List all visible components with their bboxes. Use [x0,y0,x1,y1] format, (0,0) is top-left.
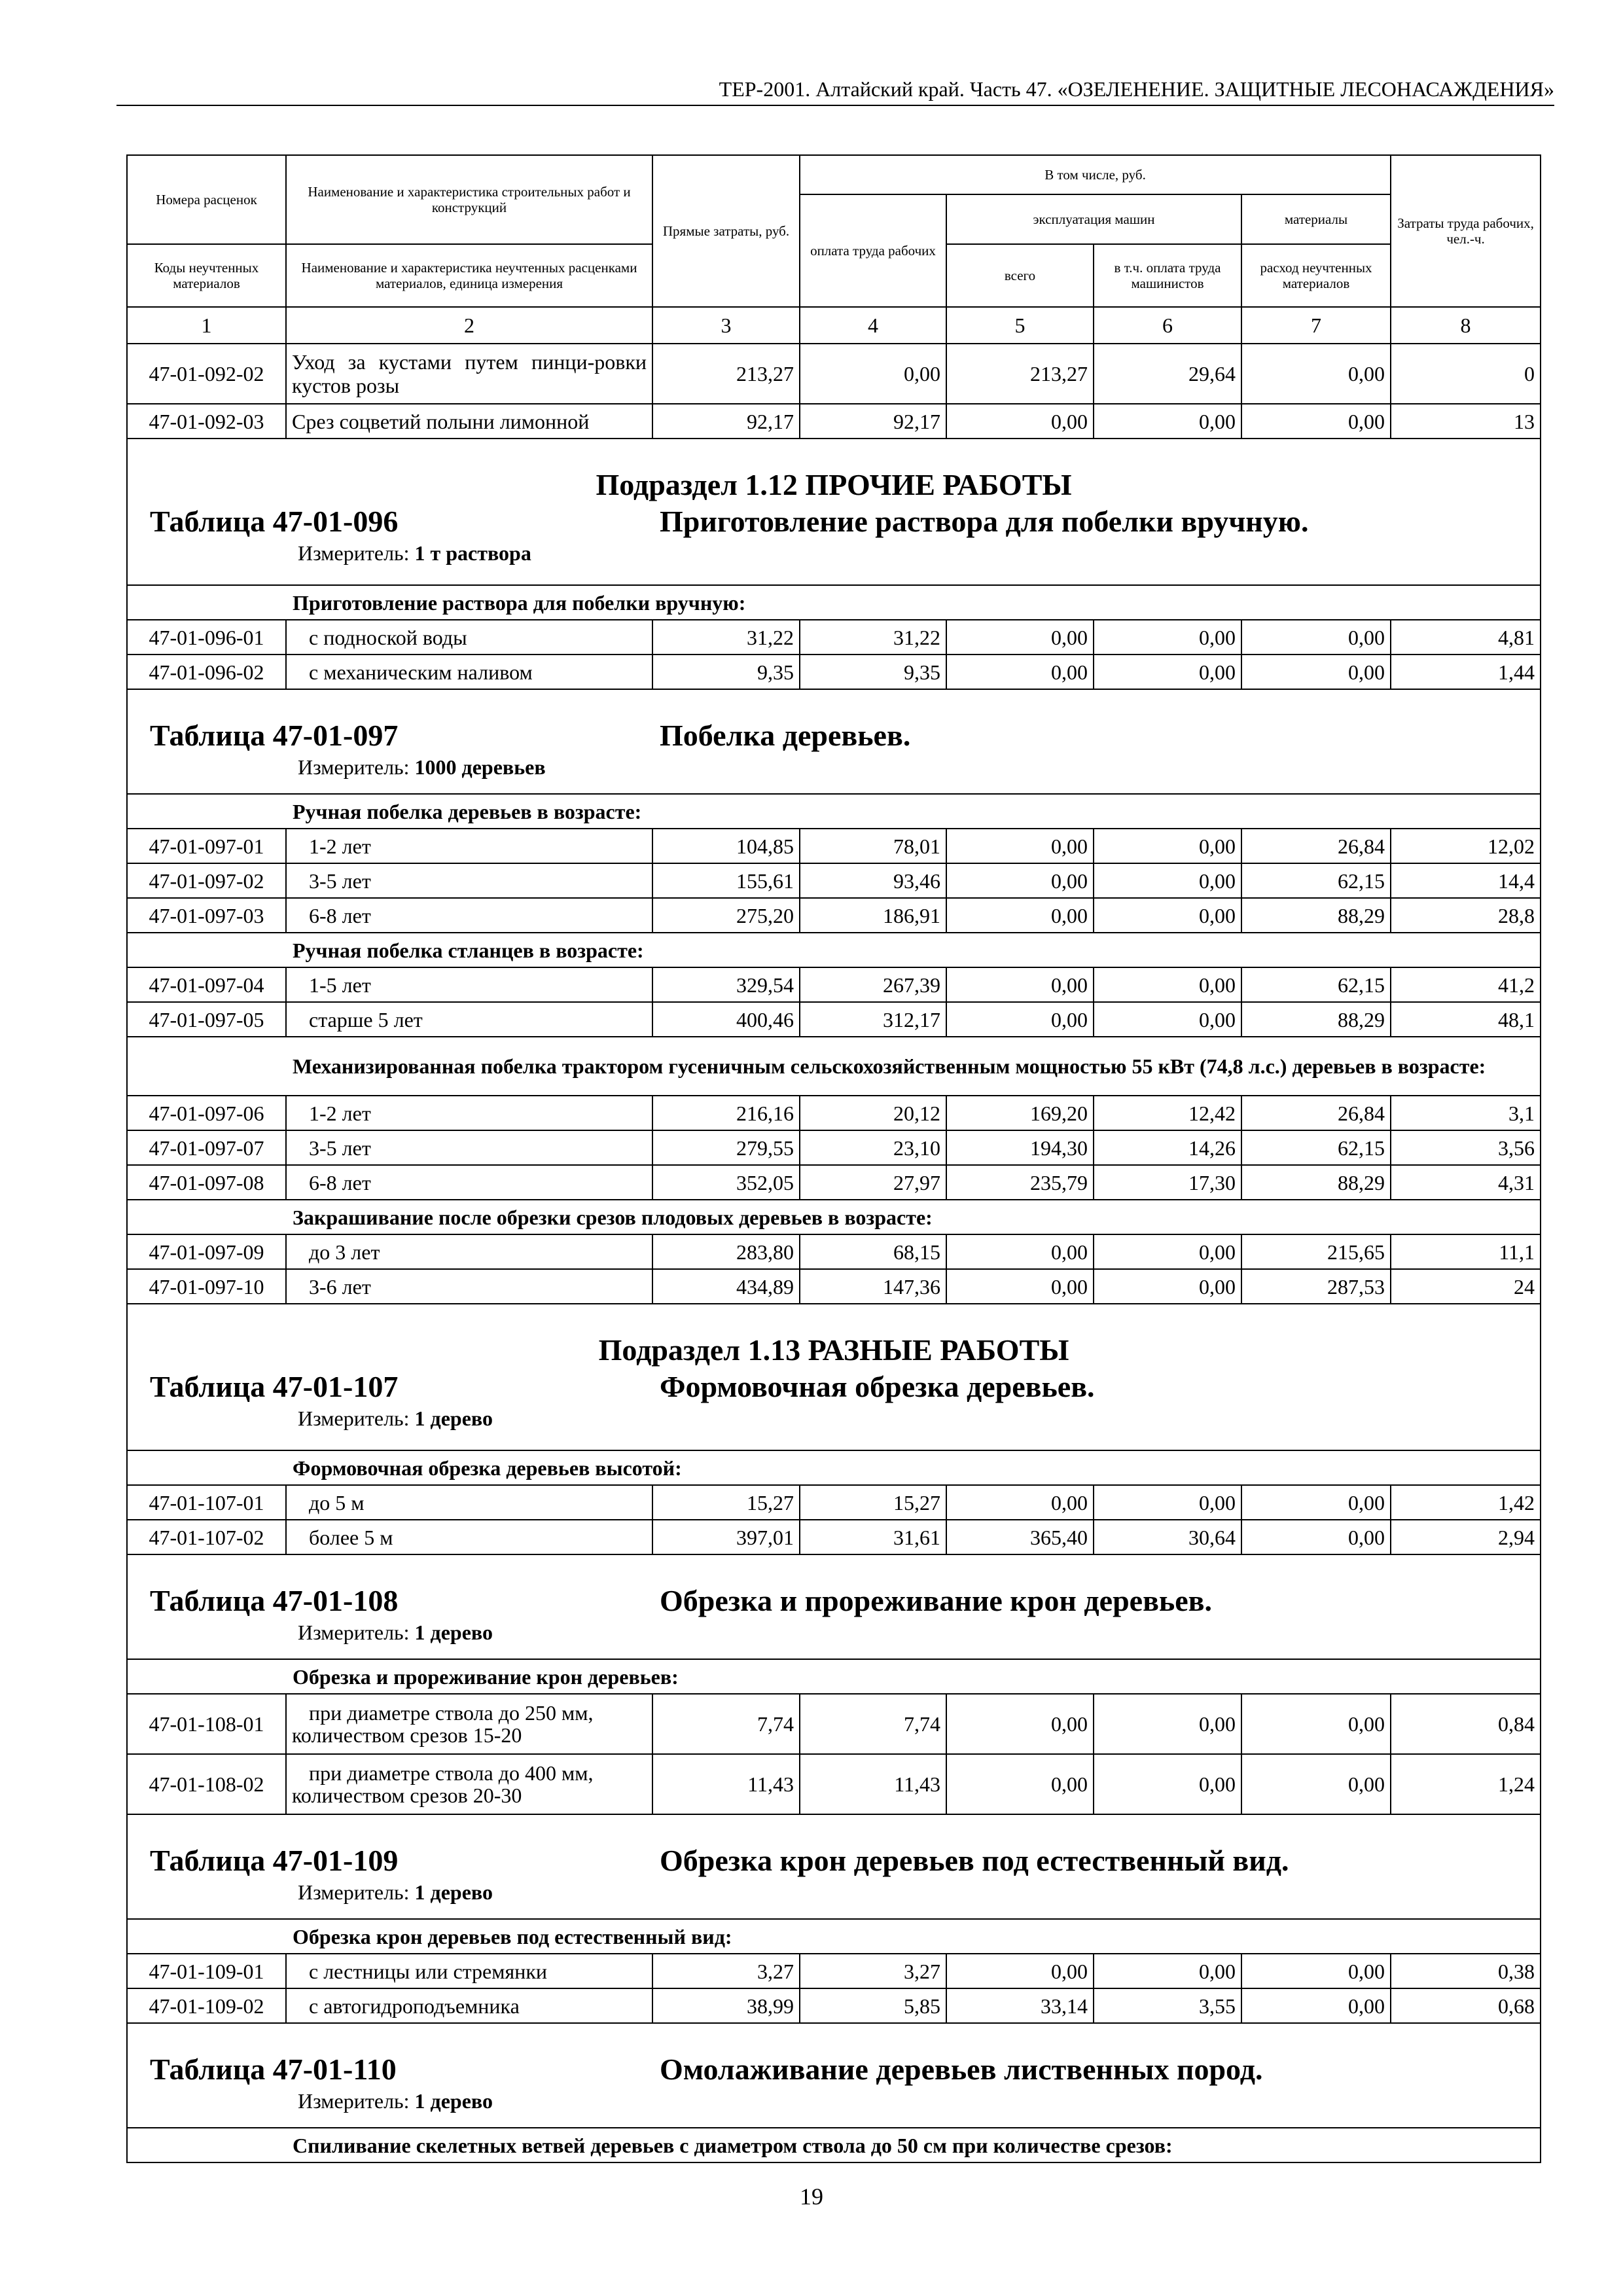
rate-name: 3-5 лет [286,863,652,898]
labor-pay: 5,85 [800,1988,946,2023]
table-title-line [133,1369,1535,1405]
rate-row [127,1520,1541,1554]
rate-name: старше 5 лет [286,1002,652,1037]
table-section [127,439,1541,585]
rate-name: 6-8 лет [286,898,652,933]
header-rule [116,105,1554,106]
materials-cost: 0,00 [1241,620,1391,655]
unit-value: 1 т раствора [414,541,531,565]
unit-value: 1 дерево [414,1880,493,1904]
machinist-pay: 0,00 [1094,1954,1241,1988]
direct-cost: 329,54 [652,967,800,1002]
direct-cost: 434,89 [652,1269,800,1304]
rate-code: 47-01-097-07 [127,1130,286,1165]
labor-pay: 31,61 [800,1520,946,1554]
table-title-line [133,717,1535,754]
labor-pay: 20,12 [800,1096,946,1130]
table-number: Таблица 47-01-108 [150,1584,399,1617]
machinist-pay: 0,00 [1094,620,1241,655]
header-col1-bottom: Коды неучтенных материалов [127,244,286,307]
direct-cost: 11,43 [652,1754,800,1814]
group-header-row [127,1919,1541,1954]
rate-code: 47-01-097-09 [127,1234,286,1269]
table-section-header [127,439,1541,585]
rate-name: с подноской воды [286,620,652,655]
column-number: 5 [946,307,1094,344]
materials-cost: 88,29 [1241,1002,1391,1037]
header-materials: материалы [1241,194,1391,244]
header-col2-top: Наименование и характеристика строительных работ и конструкций [286,155,652,244]
labor-hours: 2,94 [1391,1520,1541,1554]
machinist-pay: 0,00 [1094,967,1241,1002]
labor-pay: 23,10 [800,1130,946,1165]
table-number: Таблица 47-01-097 [150,719,399,752]
page-number: 19 [800,2183,823,2210]
direct-cost: 279,55 [652,1130,800,1165]
machinist-pay: 30,64 [1094,1520,1241,1554]
materials-cost: 0,00 [1241,1754,1391,1814]
labor-hours: 1,44 [1391,655,1541,689]
machines-total: 0,00 [946,655,1094,689]
machinist-pay: 14,26 [1094,1130,1241,1165]
header-col2-bottom: Наименование и характеристика неучтенных расценками материалов, единица измерения [286,244,652,307]
rate-name: 6-8 лет [286,1165,652,1200]
table-section-header [127,1814,1541,1919]
machines-total: 194,30 [946,1130,1094,1165]
table-title-line [133,1842,1535,1879]
header-machines: эксплуатация машин [946,194,1241,244]
group-label: Ручная побелка деревьев в возрасте: [127,794,1541,829]
rate-name: 1-2 лет [286,829,652,863]
rate-code: 47-01-107-01 [127,1485,286,1520]
rate-code: 47-01-097-01 [127,829,286,863]
materials-cost: 62,15 [1241,1130,1391,1165]
table-title: Побелка деревьев. [660,719,911,752]
rate-row [127,1165,1541,1200]
column-number: 7 [1241,307,1391,344]
table-section-header [127,689,1541,794]
labor-hours: 24 [1391,1269,1541,1304]
machines-total: 0,00 [946,1694,1094,1754]
materials-cost: 0,00 [1241,1485,1391,1520]
labor-pay: 7,74 [800,1694,946,1754]
rate-code: 47-01-097-10 [127,1269,286,1304]
header-col8: Затраты труда рабочих, чел.-ч. [1391,155,1541,307]
machinist-pay: 0,00 [1094,1234,1241,1269]
machines-total: 0,00 [946,863,1094,898]
table-title-line [133,2051,1535,2088]
table-section [127,1814,1541,1919]
direct-cost: 275,20 [652,898,800,933]
machines-total: 0,00 [946,1002,1094,1037]
machinist-pay: 3,55 [1094,1988,1241,2023]
machines-total: 0,00 [946,1954,1094,1988]
rate-code: 47-01-096-01 [127,620,286,655]
rates-table [126,154,1541,2163]
direct-cost: 9,35 [652,655,800,689]
direct-cost: 213,27 [652,344,800,404]
labor-pay: 3,27 [800,1954,946,1988]
materials-cost: 215,65 [1241,1234,1391,1269]
machines-total: 235,79 [946,1165,1094,1200]
unit-label: Измеритель: [298,541,410,565]
rate-name: при диаметре ствола до 400 мм, количеством срезов 20-30 [286,1754,652,1814]
labor-pay: 0,00 [800,344,946,404]
rate-code: 47-01-097-06 [127,1096,286,1130]
table-section-header [127,2023,1541,2128]
rate-code: 47-01-096-02 [127,655,286,689]
machines-total: 0,00 [946,898,1094,933]
table-number: Таблица 47-01-107 [150,1370,399,1403]
header-col4: оплата труда рабочих [800,194,946,307]
materials-cost: 0,00 [1241,1520,1391,1554]
machinist-pay: 0,00 [1094,1754,1241,1814]
header-row-1 [127,155,1541,194]
rate-row [127,1234,1541,1269]
unit-line [133,1405,1535,1431]
labor-hours: 3,56 [1391,1130,1541,1165]
machinist-pay: 0,00 [1094,898,1241,933]
rate-code: 47-01-108-01 [127,1694,286,1754]
rate-name: с механическим наливом [286,655,652,689]
header-col1-top: Номера расценок [127,155,286,244]
materials-cost: 26,84 [1241,1096,1391,1130]
labor-hours: 4,81 [1391,620,1541,655]
group-header-row [127,1450,1541,1485]
unit-label: Измеритель: [298,755,410,779]
labor-pay: 15,27 [800,1485,946,1520]
rate-code: 47-01-097-02 [127,863,286,898]
direct-cost: 397,01 [652,1520,800,1554]
labor-pay: 11,43 [800,1754,946,1814]
labor-hours: 0,68 [1391,1988,1541,2023]
unit-line [133,1879,1535,1905]
rate-row [127,1988,1541,2023]
machines-total: 33,14 [946,1988,1094,2023]
unit-label: Измеритель: [298,2089,410,2113]
rate-code: 47-01-092-03 [127,404,286,439]
subsection-title: Подраздел 1.12 ПРОЧИЕ РАБОТЫ [596,468,1072,501]
header-including: В том числе, руб. [800,155,1391,194]
header-col6: в т.ч. оплата труда машинистов [1094,244,1241,307]
header-col5: всего [946,244,1094,307]
group-header-row [127,1200,1541,1234]
rate-name: 1-2 лет [286,1096,652,1130]
labor-pay: 27,97 [800,1165,946,1200]
rate-code: 47-01-109-02 [127,1988,286,2023]
rate-row [127,1269,1541,1304]
subsection-title: Подраздел 1.13 РАЗНЫЕ РАБОТЫ [598,1333,1069,1367]
group-header-row [127,794,1541,829]
direct-cost: 92,17 [652,404,800,439]
rate-row [127,655,1541,689]
column-number: 4 [800,307,946,344]
group-label: Приготовление раствора для побелки вручную: [127,585,1541,620]
machines-total: 0,00 [946,1269,1094,1304]
header-col3: Прямые затраты, руб. [652,155,800,307]
labor-pay: 78,01 [800,829,946,863]
rate-row [127,1694,1541,1754]
machinist-pay: 29,64 [1094,344,1241,404]
table-number: Таблица 47-01-110 [150,2053,397,2086]
labor-pay: 31,22 [800,620,946,655]
labor-pay: 147,36 [800,1269,946,1304]
column-number: 2 [286,307,652,344]
column-number: 8 [1391,307,1541,344]
direct-cost: 3,27 [652,1954,800,1988]
rate-name: 3-6 лет [286,1269,652,1304]
direct-cost: 104,85 [652,829,800,863]
group-header-row [127,585,1541,620]
rate-name: при диаметре ствола до 250 мм, количеством срезов 15-20 [286,1694,652,1754]
rate-code: 47-01-097-05 [127,1002,286,1037]
rate-row [127,404,1541,439]
labor-pay: 9,35 [800,655,946,689]
machinist-pay: 0,00 [1094,655,1241,689]
machinist-pay: 0,00 [1094,1269,1241,1304]
column-numbers-row [127,307,1541,344]
materials-cost: 62,15 [1241,967,1391,1002]
unit-label: Измеритель: [298,1880,410,1904]
machines-total: 0,00 [946,1754,1094,1814]
labor-pay: 312,17 [800,1002,946,1037]
direct-cost: 283,80 [652,1234,800,1269]
rate-name: до 3 лет [286,1234,652,1269]
labor-pay: 93,46 [800,863,946,898]
machines-total: 0,00 [946,620,1094,655]
table-section [127,1304,1541,1450]
unit-label: Измеритель: [298,1621,410,1644]
machines-total: 365,40 [946,1520,1094,1554]
rate-name: Срез соцветий полыни лимонной [286,404,652,439]
labor-hours: 11,1 [1391,1234,1541,1269]
machines-total: 0,00 [946,1234,1094,1269]
rate-row [127,1130,1541,1165]
labor-hours: 48,1 [1391,1002,1541,1037]
rate-row [127,1754,1541,1814]
rate-name: более 5 м [286,1520,652,1554]
group-header-row [127,1659,1541,1694]
table-section [127,1554,1541,1659]
rate-row [127,829,1541,863]
labor-hours: 41,2 [1391,967,1541,1002]
table-section-header [127,1304,1541,1450]
rate-code: 47-01-108-02 [127,1754,286,1814]
table-number: Таблица 47-01-109 [150,1844,399,1877]
running-header: ТЕР-2001. Алтайский край. Часть 47. «ОЗЕЛЕНЕНИЕ. ЗАЩИТНЫЕ ЛЕСОНАСАЖДЕНИЯ» [719,77,1554,101]
rate-row [127,344,1541,404]
rate-code: 47-01-109-01 [127,1954,286,1988]
unit-label: Измеритель: [298,1407,410,1430]
machines-total: 0,00 [946,404,1094,439]
table-section [127,689,1541,794]
rate-row [127,1002,1541,1037]
column-number: 3 [652,307,800,344]
rate-code: 47-01-092-02 [127,344,286,404]
rate-name: с автогидроподъемника [286,1988,652,2023]
unit-value: 1 дерево [414,1407,493,1430]
machines-total: 169,20 [946,1096,1094,1130]
table-title: Омолаживание деревьев лиственных пород. [660,2053,1263,2086]
labor-hours: 0,84 [1391,1694,1541,1754]
group-label: Закрашивание после обрезки срезов плодовых деревьев в возрасте: [127,1200,1541,1234]
rate-row [127,1485,1541,1520]
rate-name: 1-5 лет [286,967,652,1002]
direct-cost: 7,74 [652,1694,800,1754]
labor-hours: 28,8 [1391,898,1541,933]
machines-total: 0,00 [946,967,1094,1002]
group-label: Механизированная побелка трактором гусеничным сельскохозяйственным мощностью 55 кВт (74,8 л.с.) деревьев в возрасте: [127,1037,1541,1096]
unit-line [133,2088,1535,2114]
group-label: Формовочная обрезка деревьев высотой: [127,1450,1541,1485]
unit-line [133,754,1535,780]
machinist-pay: 17,30 [1094,1165,1241,1200]
materials-cost: 0,00 [1241,1954,1391,1988]
materials-cost: 88,29 [1241,1165,1391,1200]
header-col7: расход неучтенных материалов [1241,244,1391,307]
labor-hours: 3,1 [1391,1096,1541,1130]
group-header-row [127,933,1541,967]
labor-pay: 92,17 [800,404,946,439]
materials-cost: 287,53 [1241,1269,1391,1304]
machines-total: 213,27 [946,344,1094,404]
materials-cost: 0,00 [1241,404,1391,439]
unit-value: 1 дерево [414,2089,493,2113]
direct-cost: 352,05 [652,1165,800,1200]
unit-value: 1000 деревьев [414,755,546,779]
labor-hours: 0,38 [1391,1954,1541,1988]
machinist-pay: 0,00 [1094,1002,1241,1037]
table-section [127,2023,1541,2128]
machines-total: 0,00 [946,829,1094,863]
labor-pay: 68,15 [800,1234,946,1269]
rate-row [127,1954,1541,1988]
table-title: Формовочная обрезка деревьев. [660,1370,1095,1403]
machines-total: 0,00 [946,1485,1094,1520]
table-title: Обрезка крон деревьев под естественный вид. [660,1844,1289,1877]
group-label: Спиливание скелетных ветвей деревьев с диаметром ствола до 50 см при количестве срезов: [127,2128,1541,2162]
direct-cost: 400,46 [652,1002,800,1037]
machinist-pay: 0,00 [1094,829,1241,863]
labor-hours: 13 [1391,404,1541,439]
labor-pay: 267,39 [800,967,946,1002]
materials-cost: 26,84 [1241,829,1391,863]
unit-value: 1 дерево [414,1621,493,1644]
group-label: Обрезка и прореживание крон деревьев: [127,1659,1541,1694]
rate-code: 47-01-097-08 [127,1165,286,1200]
rate-name: с лестницы или стремянки [286,1954,652,1988]
column-number: 6 [1094,307,1241,344]
table-title: Приготовление раствора для побелки вручную. [660,505,1309,538]
rate-code: 47-01-097-04 [127,967,286,1002]
direct-cost: 38,99 [652,1988,800,2023]
group-header-row [127,1037,1541,1096]
materials-cost: 0,00 [1241,344,1391,404]
rate-row [127,1096,1541,1130]
rate-row [127,863,1541,898]
machinist-pay: 0,00 [1094,1694,1241,1754]
rate-row [127,898,1541,933]
materials-cost: 0,00 [1241,1988,1391,2023]
labor-hours: 4,31 [1391,1165,1541,1200]
table-title-line [133,503,1535,540]
table-number: Таблица 47-01-096 [150,505,399,538]
rate-code: 47-01-097-03 [127,898,286,933]
direct-cost: 155,61 [652,863,800,898]
machinist-pay: 12,42 [1094,1096,1241,1130]
group-label: Ручная побелка стланцев в возрасте: [127,933,1541,967]
materials-cost: 0,00 [1241,655,1391,689]
labor-hours: 14,4 [1391,863,1541,898]
rate-code: 47-01-107-02 [127,1520,286,1554]
labor-hours: 1,42 [1391,1485,1541,1520]
materials-cost: 62,15 [1241,863,1391,898]
labor-pay: 186,91 [800,898,946,933]
group-label: Обрезка крон деревьев под естественный вид: [127,1919,1541,1954]
machinist-pay: 0,00 [1094,1485,1241,1520]
materials-cost: 0,00 [1241,1694,1391,1754]
table-section-header [127,1554,1541,1659]
labor-hours: 12,02 [1391,829,1541,863]
machinist-pay: 0,00 [1094,863,1241,898]
machinist-pay: 0,00 [1094,404,1241,439]
column-number: 1 [127,307,286,344]
direct-cost: 216,16 [652,1096,800,1130]
rate-row [127,620,1541,655]
unit-line [133,1619,1535,1645]
direct-cost: 31,22 [652,620,800,655]
materials-cost: 88,29 [1241,898,1391,933]
rate-name: до 5 м [286,1485,652,1520]
group-header-row [127,2128,1541,2162]
rate-name: 3-5 лет [286,1130,652,1165]
rate-row [127,967,1541,1002]
table-title-line [133,1583,1535,1619]
unit-line [133,540,1535,566]
rate-name: Уход за кустами путем пинци-ровки кустов розы [286,344,652,404]
direct-cost: 15,27 [652,1485,800,1520]
labor-hours: 0 [1391,344,1541,404]
labor-hours: 1,24 [1391,1754,1541,1814]
table-title: Обрезка и прореживание крон деревьев. [660,1584,1212,1617]
